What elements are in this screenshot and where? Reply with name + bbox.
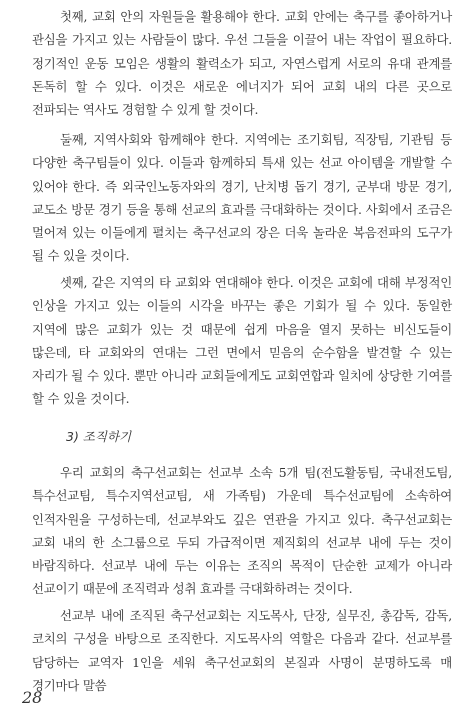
paragraph-fifth: 선교부 내에 조직된 축구선교회는 지도목사, 단장, 실무진, 총감독, 감독, 코치의 구성을 바탕으로 조직한다. 지도목사의 역할은 다음과 같다. 선교부를 담당하는 교역자 1인을 세워 축구선교회의 본질과 사명이 분명하도록 매 경기마다 말씀 <box>32 608 452 693</box>
page-number: 28 <box>22 688 43 707</box>
paragraph-third: 셋째, 같은 지역의 타 교회와 연대해야 한다. 이것은 교회에 대해 부정적인 인상을 가지고 있는 이들의 시각을 바꾸는 좋은 기회가 될 수 있다. 동일한 지역에 많은 교회가 있는 것 때문에 쉽게 마음을 열지 못하는 비신도들이 많은데, 타 교회와의 연대는 그런 면에서 믿음의 순수함을 발견할 수 있는 자리가 될 수 있다. 뿐만 아니라 교회들에게도 교회연합과 일치에 상당한 기여를 할 수 있을 것이다. <box>32 275 452 407</box>
paragraph-first: 첫째, 교회 안의 자원들을 활용해야 한다. 교회 안에는 축구를 좋아하거나 관심을 가지고 있는 사람들이 많다. 우선 그들을 이끌어 내는 작업이 필요하다. 정기적인 운동 모임은 생활의 활력소가 되고, 자연스럽게 서로의 유대 관계를 돈독히 할 수 있다. 이것은 새로운 에너지가 되어 교회 내의 다른 곳으로 전파되는 역사도 경험할 수 있게 할 것이다. <box>32 9 452 118</box>
section-heading: 3) 조직하기 <box>66 429 132 444</box>
paragraph-second: 둘째, 지역사회와 함께해야 한다. 지역에는 조기회팀, 직장팀, 기관팀 등 다양한 축구팀들이 있다. 이들과 함께하되 특새 있는 선교 아이템을 개발할 수 있어야 한다. 즉 외국인노동자와의 경기, 난치병 돕기 경기, 군부대 방문 경기, 교도소 방문 경기 등을 통해 선교의 효과를 극대화하는 것이다. 사회에서 조금은 멀어져 있는 이들에게 펼치는 축구선교의 장은 더욱 놀라운 복음전파의 도구가 될 수 있을 것이다. <box>32 132 452 264</box>
paragraph-fourth: 우리 교회의 축구선교회는 선교부 소속 5개 팀(전도활동팀, 국내전도팀, 특수선교팀, 특수지역선교팀, 새 가족팀) 가운데 특수선교팀에 소속하여 인적자원을 구성하는데, 선교부와도 깊은 연관을 가지고 있다. 축구선교회는 교회 내의 한 소그룹으로 두되 가급적이면 제직회의 선교부 내에 두는 것이 바람직하다. 선교부 내에 두는 이유는 조직의 목적이 단순한 교제가 아니라 선교이기 때문에 조직력과 성취 효과를 극대화하려는 것이다. <box>32 465 452 597</box>
